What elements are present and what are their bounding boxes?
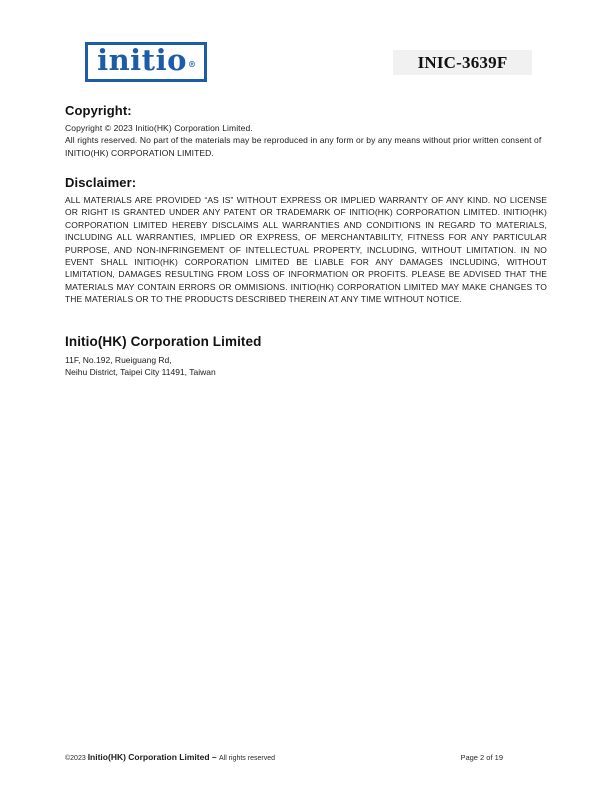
- initio-logo: [85, 42, 207, 82]
- registered-trademark-icon: ®: [187, 59, 196, 69]
- company-section: [65, 334, 547, 379]
- product-number-badge: [393, 50, 532, 75]
- copyright-section: [65, 103, 547, 159]
- disclaimer-body: ALL MATERIALS ARE PROVIDED “AS IS” WITHOUT EXPRESS OR IMPLIED WARRANTY OF ANY KIND. NO LICENSE OR RIGHT IS GRANTED UNDER ANY PATENT OR TRADEMARK OF INITIO(HK) CORPORATION LIMITED. INITIO(HK) CORPORATION LIMITED HEREBY DISCLAIMS ALL WARRANTIES AND CONDITIONS IN REGARD TO MATERIALS, INCLUDING ALL WARRANTIES, IMPLIED OR EXPRESS, OF MERCHANTABILITY, FITNESS FOR ANY PARTICULAR PURPOSE, AND NON-INFRINGEMENT OF INTELLECTUAL PROPERTY, INCLUDING, WITHOUT LIMITATION. IN NO EVENT SHALL INITIO(HK) CORPORATION LIMITED BE LIABLE FOR ANY DAMAGES INCLUDING, WITHOUT LIMITATION, DAMAGES RESULTING FROM LOSS OF INFORMATION OR PROFITS. PLEASE BE ADVISED THAT THE MATERIALS MAY CONTAIN ERRORS OR OMMISIONS. INITIO(HK) CORPORATION LIMITED MAY MAKE CHANGES TO THE MATERIALS OR TO THE PRODUCTS DESCRIBED THEREIN AT ANY TIME WITHOUT NOTICE.: [65, 195, 547, 305]
- copyright-line-1: Copyright © 2023 Initio(HK) Corporation Limited.: [65, 123, 253, 133]
- disclaimer-section: [65, 175, 547, 306]
- logo-wordmark: initio: [97, 42, 187, 77]
- page-number: Page 2 of 19: [460, 753, 503, 762]
- product-number: INIC-3639F: [417, 52, 508, 72]
- company-address-line-2: Neihu District, Taipei City 11491, Taiwan: [65, 367, 216, 378]
- copyright-line-2: All rights reserved. No part of the materials may be reproduced in any form or by any means without prior written consent of INITIO(HK) CORPORATION LIMITED.: [65, 135, 542, 158]
- footer-copyright: [65, 747, 275, 765]
- company-name: Initio(HK) Corporation Limited: [65, 334, 262, 349]
- footer-company-name: Initio(HK) Corporation Limited –: [87, 752, 219, 762]
- company-address-line-1: 11F, No.192, Rueiguang Rd,: [65, 355, 172, 365]
- page-footer: [65, 747, 503, 765]
- footer-copyright-year: ©2023: [65, 755, 88, 762]
- footer-rights: All rights reserved: [218, 755, 275, 762]
- copyright-heading: Copyright:: [65, 103, 132, 118]
- disclaimer-heading: Disclaimer:: [65, 175, 137, 190]
